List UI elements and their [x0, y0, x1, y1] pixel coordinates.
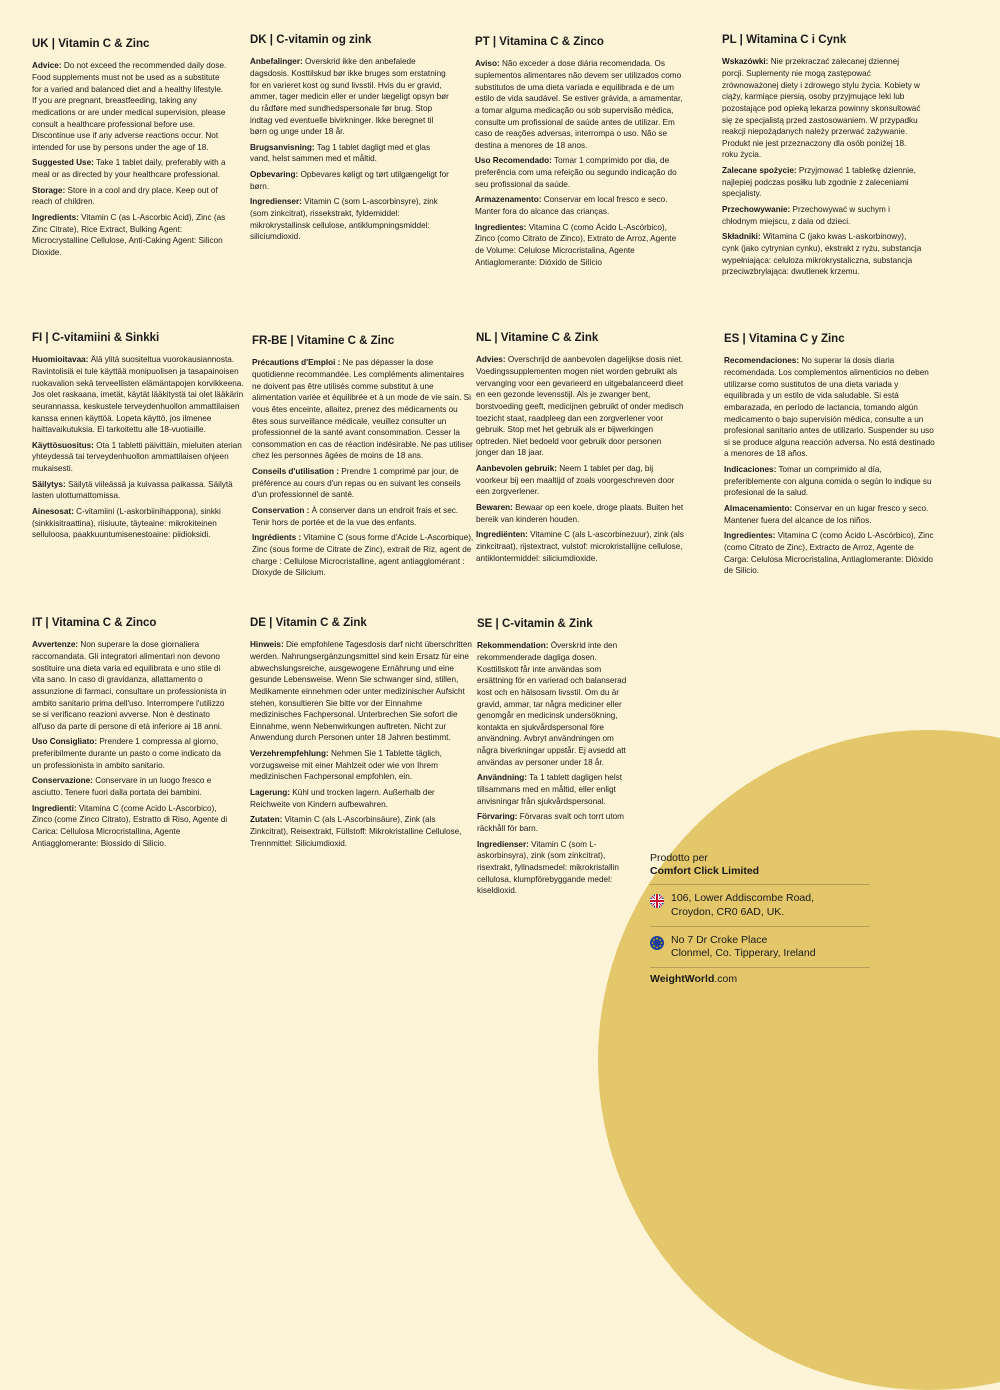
manufacturer-contact	[650, 852, 870, 985]
paragraph-text: Vitamin C (som L-ascorbinsyre), zink (som zinkcitrat), rissekstrakt, fyldemiddel: mikrokrystallinsk cellulose, antiklumpningsmiddel: siliciumdioxid.	[250, 197, 438, 242]
paragraph-label: Hinweis:	[250, 640, 284, 650]
section-paragraph	[32, 506, 244, 541]
paragraph-text: Overschrijd de aanbevolen dagelijkse dosis niet. Voedingssupplementen mogen niet worden gebruikt als vervanging voor een gevarieerd en uitgebalanceerd dieet en een gezonde levensstijl. Als je zwanger bent, borstvoeding geeft, medicijnen gebruikt of onder medisch toezicht staat, raadpleeg dan een zorgverlener voor gebruik. Stop met het gebruik als er bijwerkingen optreden. Niet bedoeld voor gebruik door personen jonger dan 18 jaar.	[476, 355, 684, 458]
paragraph-label: Ingrédients :	[252, 533, 302, 543]
paragraph-text: Não exceder a dose diária recomendada. Os suplementos alimentares não devem ser utilizados como substitutos de uma dieta variada e equilibrada e de um estilo de vida saudável. Se estiver grávida, a amamentar, a tomar alguma medicação ou sob supervisão médica, consulte um profissional de saúde antes de utilizar. Em caso de reações adversas, interrompa o uso. Não se destina a menores de 18 anos.	[475, 59, 683, 150]
paragraph-text: Vitamin C (als L-Ascorbinsäure), Zink (als Zinkcitrat), Reisextrakt, Füllstoff: Mikrokristalline Cellulose, Trennmittel: Siliciumdioxid.	[250, 815, 462, 848]
section-title: DE | Vitamin C & Zink	[250, 617, 367, 629]
section-paragraph	[32, 479, 244, 502]
paragraph-label: Aviso:	[475, 59, 500, 69]
paragraph-text: Conservar en un lugar fresco y seco. Mantener fuera del alcance de los niños.	[724, 504, 929, 525]
eu-flag-icon	[650, 936, 664, 950]
paragraph-text: Die empfohlene Tagesdosis darf nicht überschritten werden. Nahrungsergänzungsmittel sind kein Ersatz für eine abwechslungsreiche, ausgewogene Ernährung und eine gesunde Lebensweise. Wenn Sie schwanger sind, stillen, Medikamente einnehmen oder unter medizinischer Aufsicht stehen, konsultieren Sie bitte vor der Einnahme medizinisches Fachpersonal. Unterbrechen Sie sofort die Einnahme, wenn Nebenwirkungen auftreten. Nicht zur Anwendung durch Personen unter 18 Jahren bestimmt.	[250, 640, 472, 743]
paragraph-text: Store in a cool and dry place. Keep out of reach of children.	[32, 185, 218, 207]
paragraph-text: Kühl und trocken lagern. Außerhalb der Reichweite von Kindern aufbewahren.	[250, 788, 435, 809]
section-fi	[32, 330, 244, 545]
address-uk-line1: 106, Lower Addiscombe Road,	[671, 892, 815, 905]
uk-flag-icon	[650, 894, 664, 908]
section-nl	[476, 330, 686, 568]
address-uk	[650, 884, 870, 919]
paragraph-label: Opbevaring:	[250, 170, 299, 180]
paragraph-label: Storage:	[32, 185, 66, 195]
paragraph-label: Rekommendation:	[477, 641, 549, 651]
section-paragraph	[475, 222, 687, 269]
paragraph-label: Säilytys:	[32, 479, 66, 489]
section-uk	[32, 36, 228, 263]
website[interactable]	[650, 967, 870, 985]
paragraph-text: Prendere 1 compressa al giorno, preferibilmente durante un pasto o come indicato da un professionista in ambito sanitario.	[32, 737, 221, 770]
section-paragraph	[250, 196, 450, 243]
section-paragraph	[477, 640, 637, 768]
section-title: PL | Witamina C i Cynk	[722, 34, 847, 46]
section-paragraph	[32, 736, 232, 771]
section-paragraph	[252, 357, 474, 462]
paragraph-label: Lagerung:	[250, 788, 291, 798]
website-tld: .com	[714, 972, 738, 985]
section-title: FI | C-vitamiini & Sinkki	[32, 332, 160, 344]
section-paragraph	[32, 354, 244, 435]
paragraph-label: Conservazione:	[32, 776, 93, 786]
paragraph-label: Zutaten:	[250, 815, 283, 825]
section-paragraph	[475, 155, 687, 190]
paragraph-label: Indicaciones:	[724, 465, 777, 475]
section-paragraph	[250, 787, 474, 810]
paragraph-text: Do not exceed the recommended daily dose. Food supplements must not be used as a substitute for a varied and balanced diet and a healthy lifestyle. If you are pregnant, breastfeeding, taking any medications or are under medical supervision, please consult a healthcare professional before use. Discontinue use if any adverse reactions occur. Not intended for use by persons under the age of 18.	[32, 61, 227, 152]
decorative-circle	[598, 730, 1000, 1390]
section-paragraph	[724, 464, 936, 499]
paragraph-text: Vitamina C (como Ácido L-Ascórbico), Zinco (como Citrato de Zinco), Extrato de Arroz, Agente de Volume: Celulose Microcristalina, Agente Antiaglomerante: Dióxido de Silício	[475, 222, 677, 267]
paragraph-text: Ne pas dépasser la dose quotidienne recommandée. Les compléments alimentaires ne doivent pas être utilisés comme substitut à une alimentation variée et équilibrée et à un mode de vie sain. Si vous êtes enceinte, allaitez, prenez des médicaments ou êtes sous surveillance médicale, veuillez consulter un professionnel de la santé avant consommation. Cesser la consommation en cas de réaction indésirable. Ne pas utiliser chez les personnes âgées de moins de 18 ans.	[252, 358, 473, 461]
paragraph-label: Brugsanvisning:	[250, 142, 315, 152]
paragraph-label: Huomioitavaa:	[32, 355, 89, 365]
paragraph-text: Älä ylitä suositeltua vuorokausiannosta. Ravintolisiä ei tule käyttää monipuolisen ja tasapainoisen ruokavalion sekä terveellisten elämäntapojen korvikkeena. Jos olet raskaana, imetät, käytät lääkitystä tai olet lääkärin seurannassa, keskustele terveydenhuollon ammattilaisen kanssa ennen käyttöä. Lopeta käyttö, jos ilmenee haittavaikutuksia. Ei tarkoitettu alle 18-vuotiaille.	[32, 355, 244, 435]
paragraph-text: Vitamina C (como Ácido L-Ascórbico), Zinc (como Citrato de Zinc), Extracto de Arroz, Agente de Carga: Celulosa Microcristalina, Antiaglomerante: Dióxido de Silicio.	[724, 531, 934, 576]
section-de	[250, 615, 474, 853]
address-eu	[650, 926, 870, 961]
section-paragraph	[475, 58, 687, 151]
paragraph-label: Conservation :	[252, 506, 310, 516]
section-pl	[722, 32, 922, 282]
address-eu-line1: No 7 Dr Croke Place	[671, 933, 768, 946]
section-paragraph	[250, 56, 450, 137]
section-paragraph	[32, 157, 228, 180]
paragraph-text: Conservare in un luogo fresco e asciutto. Tenere fuori dalla portata dei bambini.	[32, 776, 212, 798]
paragraph-text: À conserver dans un endroit frais et sec. Tenir hors de portée et de la vue des enfants.	[252, 506, 459, 527]
paragraph-label: Käyttösuositus:	[32, 440, 94, 450]
section-paragraph	[32, 212, 228, 259]
paragraph-text: Säilytä viileässä ja kuivassa paikassa. Säilytä lasten ulottumattomissa.	[32, 479, 233, 501]
section-frbe	[252, 333, 474, 583]
paragraph-text: Opbevares køligt og tørt utilgængeligt for børn.	[250, 170, 449, 191]
paragraph-label: Användning:	[477, 773, 528, 783]
paragraph-label: Składniki:	[722, 232, 761, 242]
section-paragraph	[252, 505, 474, 528]
paragraph-label: Uso Recomendado:	[475, 156, 552, 166]
paragraph-label: Ingrediënten:	[476, 530, 528, 540]
section-paragraph	[250, 639, 474, 744]
section-paragraph	[250, 142, 450, 165]
paragraph-label: Anbefalinger:	[250, 57, 303, 67]
paragraph-text: Przyjmować 1 tabletkę dziennie, najlepiej podczas posiłku lub zgodnie z zaleceniami specjalisty.	[722, 166, 916, 199]
paragraph-text: Overskrid ikke den anbefalede dagsdosis. Kosttilskud bør ikke bruges som erstatning for en varieret kost og sund livsstil. Hvis du er gravid, ammer, tager medicin eller er under lægeligt opsyn bør du rådføre med sundhedspersonale før brug. Stop indtag ved eventuelle bivirkninger. Ikke beregnet til børn og unge under 18 år.	[250, 57, 449, 137]
paragraph-text: Vitamine C (als L-ascorbinezuur), zink (als zinkcitraat), rijstextract, vulstof: microkristallijne cellulose, antiklontermiddel: siliciumdioxide.	[476, 530, 684, 563]
section-paragraph	[477, 811, 637, 834]
section-paragraph	[477, 839, 637, 897]
section-paragraph	[252, 466, 474, 501]
section-dk	[250, 32, 450, 247]
section-paragraph	[250, 814, 474, 849]
paragraph-label: Wskazówki:	[722, 57, 769, 67]
paragraph-text: Förvaras svalt och torrt utom räckhåll för barn.	[477, 812, 624, 833]
section-title: SE | C-vitamin & Zink	[477, 618, 593, 630]
paragraph-label: Ingredientes:	[475, 222, 527, 232]
paragraph-text: Conservar em local fresco e seco. Manter fora do alcance das crianças.	[475, 195, 668, 217]
section-paragraph	[252, 532, 474, 579]
paragraph-text: Överskrid inte den rekommenderade dagliga dosen. Kosttillskott får inte användas som ersättning för en varierad och balanserad kost och en hälsosam livsstil. Om du är gravid, ammar, tar några mediciner eller genomgår en medicinsk undersökning, kontakta en sjukvårdspersonal före användning. Avbryt användningen om några biverkningar uppstår. Ej avsedd att användas av personer under 18 år.	[477, 641, 627, 767]
section-es	[724, 331, 936, 581]
paragraph-label: Précautions d'Emploi :	[252, 358, 341, 368]
paragraph-text: Neem 1 tablet per dag, bij voorkeur bij een maaltijd of zoals voorgeschreven door een zorgverlener.	[476, 464, 675, 497]
address-uk-text	[671, 892, 814, 919]
address-uk-line2: Croydon, CR0 6AD, UK.	[671, 905, 785, 918]
paragraph-label: Uso Consigliato:	[32, 737, 98, 747]
section-it	[32, 615, 232, 853]
paragraph-text: C-vitamiini (L-askorbiinihappona), sinkki (sinkkisitraattina), riisiuute, täyteaine: mikrokiteinen selluloosa, paakkuuntumisenestoaine: piidioksidi.	[32, 507, 221, 540]
paragraph-label: Conseils d'utilisation :	[252, 467, 340, 477]
paragraph-label: Przechowywanie:	[722, 205, 791, 215]
section-paragraph	[32, 775, 232, 798]
section-paragraph	[724, 530, 936, 577]
paragraph-text: Tomar 1 comprimido por dia, de preferência com uma refeição ou segundo indicação do seu profissional da saúde.	[475, 156, 677, 189]
paragraph-text: Vitamin C (as L-Ascorbic Acid), Zinc (as Zinc Citrate), Rice Extract, Bulking Agent: Microcrystalline Cellulose, Anti-Caking Agent: Silicon Dioxide.	[32, 213, 226, 257]
section-paragraph	[476, 502, 686, 525]
paragraph-label: Ainesosat:	[32, 507, 74, 517]
paragraph-label: Armazenamento:	[475, 195, 542, 205]
section-paragraph	[475, 194, 687, 217]
section-paragraph	[476, 354, 686, 459]
paragraph-text: Przechowywać w suchym i chłodnym miejscu, z dala od dzieci.	[722, 205, 890, 226]
paragraph-label: Verzehrempfehlung:	[250, 749, 329, 759]
paragraph-label: Almacenamiento:	[724, 504, 793, 514]
paragraph-label: Avvertenze:	[32, 640, 79, 650]
company-name: Comfort Click Limited	[650, 865, 760, 878]
section-title: DK | C-vitamin og zink	[250, 34, 372, 46]
paragraph-label: Advies:	[476, 355, 506, 365]
made-for-text	[650, 852, 870, 878]
paragraph-label: Ingredienti:	[32, 803, 77, 813]
section-paragraph	[476, 529, 686, 564]
section-paragraph	[476, 463, 686, 498]
section-paragraph	[722, 231, 922, 278]
paragraph-text: No superar la dosis diaria recomendada. Los complementos alimenticios no deben utilizarse como sustitutos de una dieta variada y equilibrada y un estilo de vida saludable. Si está embarazada, en período de lactancia, tomando algún medicamento o bajo supervisión médica, consulte a un profesional sanitario antes de utilizarlo. Suspender su uso si se produce alguna reacción adversa. No está destinado a menores de 18 años.	[724, 356, 935, 459]
section-title: NL | Vitamine C & Zink	[476, 332, 599, 344]
paragraph-label: Förvaring:	[477, 812, 518, 822]
section-paragraph	[32, 185, 228, 208]
paragraph-text: Tag 1 tablet dagligt med et glas vand, helst sammen med et måltid.	[250, 142, 431, 164]
paragraph-text: Ota 1 tabletti päivittäin, mieluiten aterian yhteydessä tai terveydenhuollon ammattilaisen ohjeen mukaisesti.	[32, 440, 242, 474]
section-paragraph	[32, 440, 244, 475]
made-for-label: Prodotto per	[650, 852, 708, 864]
paragraph-text: Tomar un comprimido al día, preferiblemente con alguna comida o según lo indique su profesional de la salud.	[724, 465, 932, 498]
paragraph-text: Vitamina C (come Acido L-Ascorbico), Zinco (come Zinco Citrato), Estratto di Riso, Agente di Carica: Cellulosa Microcristallina, Agente Antiagglomerante: Biossido di Silicio.	[32, 803, 228, 848]
paragraph-text: Vitamin C (som L-askorbinsyra), zink (som zinkcitrat), risextrakt, fyllnadsmedel: mikrokristallin cellulosa, klumpförebyggande medel: kiseldioxid.	[477, 839, 619, 896]
paragraph-text: Vitamine C (sous forme d'Acide L-Ascorbique), Zinc (sous forme de Citrate de Zinc), extrait de Riz, agent de charge : Cellulose Microcristalline, agent antiagglomérant : Dioxyde de Silicium.	[252, 533, 474, 578]
section-paragraph	[477, 772, 637, 807]
section-paragraph	[724, 503, 936, 526]
section-paragraph	[250, 748, 474, 783]
paragraph-label: Zalecane spożycie:	[722, 166, 797, 176]
paragraph-label: Recomendaciones:	[724, 356, 800, 366]
section-title: UK | Vitamin C & Zinc	[32, 38, 150, 50]
section-pt	[475, 34, 687, 272]
paragraph-text: Ta 1 tablett dagligen helst tillsammans med en måltid, eller enligt anvisningar från sjukvårdspersonal.	[477, 773, 623, 806]
section-paragraph	[250, 169, 450, 192]
section-paragraph	[722, 165, 922, 200]
paragraph-text: Non superare la dose giornaliera raccomandata. Gli integratori alimentari non devono sostituire una dieta varia ed equilibrata e uno stile di vita sano. In caso di gravidanza, allattamento o assunzione di farmaci, consultare un professionista in ambito sanitario prima dell'uso. Interrompere l'utilizzo se si verificano reazioni avverse. Non è destinato all'uso da parte di persone di età inferiore ai 18 anni.	[32, 640, 227, 731]
paragraph-label: Ingredienser:	[477, 839, 529, 849]
paragraph-label: Ingredients:	[32, 213, 79, 223]
paragraph-label: Aanbevolen gebruik:	[476, 464, 557, 474]
section-paragraph	[32, 60, 228, 153]
section-paragraph	[722, 56, 922, 161]
paragraph-label: Advice:	[32, 61, 62, 71]
paragraph-label: Ingredientes:	[724, 531, 776, 541]
paragraph-text: Nehmen Sie 1 Tablette täglich, vorzugsweise mit einer Mahlzeit oder wie von Ihrem medizinischen Fachpersonal empfohlen, ein.	[250, 749, 442, 782]
section-title: ES | Vitamina C y Zinc	[724, 333, 845, 345]
paragraph-label: Bewaren:	[476, 503, 513, 513]
address-eu-line2: Clonmel, Co. Tipperary, Ireland	[671, 947, 816, 960]
paragraph-text: Nie przekraczać zalecanej dziennej porcji. Suplementy nie mogą zastępować zrównoważonej diety i zdrowego stylu życia. Kobiety w ciąży, karmiące piersią, osoby przyjmujące leki lub pozostające pod opieką lekarza powinny skonsultować się ze specjalistą przed zastosowaniem. W przypadku reakcji niepożądanych należy przerwać zażywanie. Produkt nie jest przeznaczony dla osób poniżej 18. roku życia.	[722, 57, 921, 160]
section-paragraph	[724, 355, 936, 460]
section-se	[477, 616, 637, 901]
paragraph-text: Witamina C (jako kwas L-askorbinowy), cynk (jako cytrynian cynku), ekstrakt z ryżu, substancja wypełniająca: celuloza mikrokrystaliczna, substancja przeciwzbrylająca: dwutlenek krzemu.	[722, 232, 922, 277]
section-title: IT | Vitamina C & Zinco	[32, 617, 157, 629]
paragraph-text: Bewaar op een koele, droge plaats. Buiten het bereik van kinderen houden.	[476, 503, 684, 524]
paragraph-label: Suggested Use:	[32, 158, 94, 168]
section-paragraph	[722, 204, 922, 227]
website-brand: WeightWorld	[650, 972, 715, 985]
section-title: FR-BE | Vitamine C & Zinc	[252, 335, 395, 347]
section-paragraph	[32, 803, 232, 850]
paragraph-text: Prendre 1 comprimé par jour, de préférence au cours d'un repas ou en suivant les conseils d'un professionnel de santé.	[252, 467, 461, 500]
paragraph-label: Ingredienser:	[250, 197, 302, 207]
section-title: PT | Vitamina C & Zinco	[475, 36, 604, 48]
section-paragraph	[32, 639, 232, 732]
paragraph-text: Take 1 tablet daily, preferably with a meal or as directed by your healthcare professional.	[32, 158, 226, 180]
address-eu-text	[671, 934, 816, 961]
